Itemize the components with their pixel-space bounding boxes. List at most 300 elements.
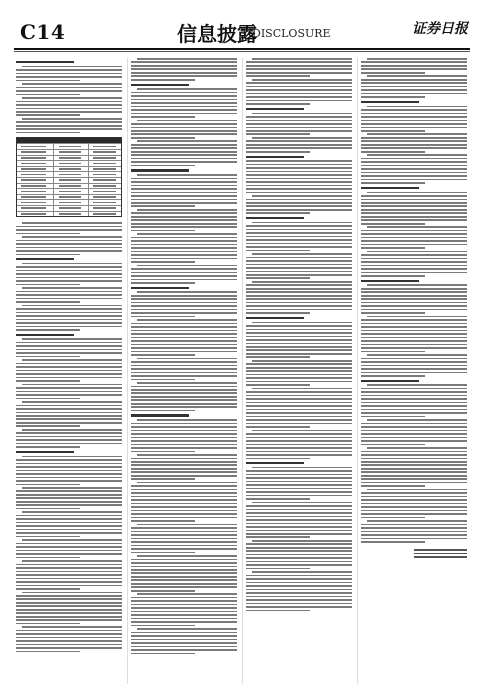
text-line [131,144,237,146]
text-line [361,275,425,277]
text-line [246,606,352,608]
text-line [361,140,467,142]
subheading-line [131,169,189,171]
text-line [361,79,467,81]
text-line [131,406,237,408]
text-line [367,489,467,491]
text-line [131,65,237,67]
text-line [246,147,352,149]
text-line [137,174,237,176]
text-line [131,437,237,439]
text-line [137,524,237,526]
text-line [361,298,467,300]
text-line [22,560,122,562]
table-cell [59,202,82,204]
text-line [246,144,352,146]
text-line [16,76,122,78]
text-line [361,179,467,181]
text-line [131,161,237,163]
text-line [246,509,352,511]
text-line [131,68,237,70]
text-line [131,583,237,585]
text-line [246,260,352,262]
text-line [246,100,352,102]
text-line [22,487,122,489]
text-line [131,621,237,623]
text-line [246,526,352,528]
text-line [361,265,467,267]
text-line [16,94,80,96]
text-line [16,473,122,475]
text-line [131,326,237,328]
text-line [131,181,237,183]
text-line [361,330,467,332]
table-cell [93,168,116,170]
text-line [246,274,352,276]
text-line [246,561,352,563]
text-line [137,419,237,421]
text-line [246,250,310,252]
masthead-rule-thin [14,51,470,52]
text-line [361,454,467,456]
text-line [131,95,237,97]
text-line [16,504,122,506]
text-line [131,566,237,568]
text-line [246,257,352,259]
text-line [16,532,122,534]
text-line [246,575,352,577]
text-line [361,309,467,311]
text-line [246,298,352,300]
text-line [361,209,467,211]
subheading-line [361,187,419,189]
text-line [367,520,467,522]
table-cell [93,146,116,148]
column-3 [246,58,352,688]
text-line [361,323,467,325]
text-line [16,345,122,347]
text-line [16,494,122,496]
text-line [16,356,80,358]
text-line [246,96,352,98]
text-line [131,597,237,599]
text-line [131,216,237,218]
text-line [16,377,122,379]
text-line [361,524,467,526]
text-line [131,192,237,194]
text-line [246,72,352,74]
text-line [246,589,352,591]
text-line [367,384,467,386]
text-line [16,73,122,75]
text-line [246,236,352,238]
text-line [246,568,310,570]
text-line [131,545,237,547]
column-divider [127,58,128,684]
text-line [246,332,352,334]
subheading-line [131,84,189,86]
text-line [131,572,237,574]
table-cell [93,191,116,193]
text-line [252,430,352,432]
text-line [16,111,122,113]
text-line [131,258,237,260]
section-title: 信息披露 [177,22,257,46]
text-line [361,93,467,95]
text-line [131,123,237,125]
text-line [246,409,352,411]
text-line [361,444,425,446]
text-line [22,66,122,68]
text-line [246,398,352,400]
text-line [131,604,237,606]
text-line [361,409,467,411]
text-line [137,291,237,293]
text-line [131,305,237,307]
text-line [361,258,467,260]
text-line [16,525,122,527]
text-line [16,398,80,400]
text-line [361,172,467,174]
text-line [131,607,237,609]
text-line [246,530,352,532]
text-line [16,240,122,242]
text-line [361,426,467,428]
text-line [246,578,352,580]
text-line [131,444,237,446]
text-line [361,86,467,88]
text-line [131,461,237,463]
text-line [361,534,467,536]
text-line [137,140,237,142]
text-line [361,416,425,418]
text-line [131,579,237,581]
text-line [361,351,425,353]
text-line [137,265,237,267]
table-cell [59,174,82,176]
text-line [246,160,352,162]
text-line [246,596,352,598]
text-line [361,398,467,400]
text-line [361,412,467,414]
text-line [361,538,467,540]
text-line [131,309,237,311]
text-line [131,351,237,353]
text-line [361,127,467,129]
text-line [16,273,122,275]
text-line [22,539,122,541]
signature-block [361,549,467,558]
subheading-line [361,380,419,382]
text-line [131,468,237,470]
text-line [131,389,237,391]
column-2 [131,58,237,688]
table-cell [21,179,46,181]
text-line [246,336,352,338]
table-cell [21,207,46,209]
text-line [246,86,352,88]
text-line [131,261,195,263]
text-line [131,337,237,339]
text-line [131,195,237,197]
text-line [16,114,80,116]
text-line [131,316,195,318]
text-line [131,79,195,81]
text-line [361,268,467,270]
text-line [131,642,237,644]
text-line [246,547,352,549]
table-cell [59,146,82,148]
text-line [131,541,237,543]
text-line [361,405,467,407]
table-cell [59,157,82,159]
text-line [16,301,80,303]
page-number: C14 [20,20,66,44]
table-cell [59,185,82,187]
table-cell [59,196,82,198]
text-line [22,287,122,289]
text-line [246,419,352,421]
signature-line [414,549,467,551]
text-line [131,333,237,335]
text-line [131,254,237,256]
text-line [137,233,237,235]
text-line [16,595,122,597]
text-line [131,151,237,153]
text-line [131,576,237,578]
text-line [246,523,352,525]
text-line [131,538,237,540]
text-line [131,133,237,135]
text-line [16,518,122,520]
text-line [16,412,122,414]
text-line [246,75,310,77]
table-cell [93,213,116,215]
text-line [246,232,352,234]
text-line [246,470,352,472]
text-line [131,75,237,77]
text-line [131,272,237,274]
text-line [16,546,122,548]
text-line [131,531,237,533]
text-line [131,517,237,519]
subheading-line [246,317,304,319]
text-line [252,388,352,390]
text-line [252,113,352,115]
text-line [252,571,352,573]
table-cell [59,168,82,170]
text-line [131,219,237,221]
text-line [246,474,352,476]
text-line [16,436,122,438]
text-line [16,415,122,417]
text-line [246,592,352,594]
text-line [16,637,122,639]
text-line [246,246,352,248]
text-line [361,347,467,349]
text-line [367,354,467,356]
text-line [367,316,467,318]
text-line [246,447,352,449]
column-divider [242,58,243,684]
text-line [246,229,352,231]
text-line [246,550,352,552]
text-line [131,247,237,249]
text-line [246,367,352,369]
text-line [16,363,122,365]
text-line [131,188,237,190]
text-line [246,140,352,142]
text-line [246,291,352,293]
text-line [131,534,237,536]
text-line [16,366,122,368]
text-line [367,133,467,135]
text-line [361,165,467,167]
text-line [246,599,352,601]
text-line [16,557,80,559]
text-line [246,178,352,180]
text-line [16,69,122,71]
text-line [361,261,467,263]
subheading-line [131,287,189,289]
text-line [246,288,352,290]
text-line [137,120,237,122]
text-line [361,202,467,204]
text-line [131,230,195,232]
text-line [16,497,122,499]
text-line [131,433,237,435]
text-line [16,553,122,555]
text-line [246,295,352,297]
text-line [131,471,237,473]
text-line [246,451,352,453]
text-line [361,503,467,505]
text-line [361,312,425,314]
table-cell [21,202,46,204]
text-line [361,96,425,98]
text-line [246,391,352,393]
table-cell [59,213,82,215]
text-line [22,401,122,403]
text-line [16,266,122,268]
text-line [16,394,122,396]
text-line [131,375,237,377]
text-line [361,291,467,293]
text-line [246,433,352,435]
text-line [361,113,467,115]
text-line [361,151,425,153]
text-line [361,496,467,498]
text-line [22,626,122,628]
text-line [246,225,352,227]
text-line [246,188,352,190]
text-line [131,365,237,367]
text-line [367,419,467,421]
text-line [16,329,80,331]
text-line [22,384,122,386]
text-line [16,501,122,503]
text-line [131,386,237,388]
text-line [361,340,467,342]
signature-line [414,553,467,555]
text-line [246,377,352,379]
text-line [16,522,122,524]
text-line [16,247,122,249]
text-line [361,402,467,404]
text-line [131,527,237,529]
table-cell [93,185,116,187]
text-line [131,520,195,522]
text-line [246,133,310,135]
text-line [361,295,467,297]
subheading-line [16,334,74,336]
text-line [16,243,122,245]
text-line [131,499,237,501]
subheading-line [361,280,419,282]
text-line [131,464,237,466]
text-line [246,151,310,153]
text-line [22,263,122,265]
text-line [131,113,237,115]
text-line [246,349,352,351]
text-line [252,322,352,324]
text-line [361,475,467,477]
text-line [16,352,122,354]
text-line [252,281,352,283]
text-line [246,477,352,479]
text-line [367,58,467,60]
text-line [361,68,467,70]
text-line [131,548,237,550]
text-line [246,302,352,304]
text-line [361,319,467,321]
text-line [131,298,237,300]
text-line [131,590,195,592]
text-line [131,302,237,304]
text-line [22,83,122,85]
text-line [16,121,122,123]
text-line [16,536,80,538]
text-line [16,254,80,256]
text-line [131,137,195,139]
text-line [246,440,352,442]
text-line [246,239,352,241]
text-line [361,365,467,367]
table-cell [93,157,116,159]
text-line [131,403,237,405]
text-line [361,237,467,239]
text-line [131,109,237,111]
text-line [131,451,195,453]
section-english-title: DISCLOSURE [252,27,331,40]
text-line [246,305,352,307]
text-line [16,515,122,517]
text-line [16,564,122,566]
text-line [361,451,467,453]
text-line [252,467,352,469]
table-row [17,211,121,217]
text-line [367,154,467,156]
text-line [361,223,425,225]
text-line [131,478,195,480]
text-line [137,209,237,211]
text-line [131,244,237,246]
text-line [131,475,237,477]
text-line [361,147,467,149]
text-line [361,168,467,170]
text-line [131,199,237,201]
text-line [246,374,352,376]
